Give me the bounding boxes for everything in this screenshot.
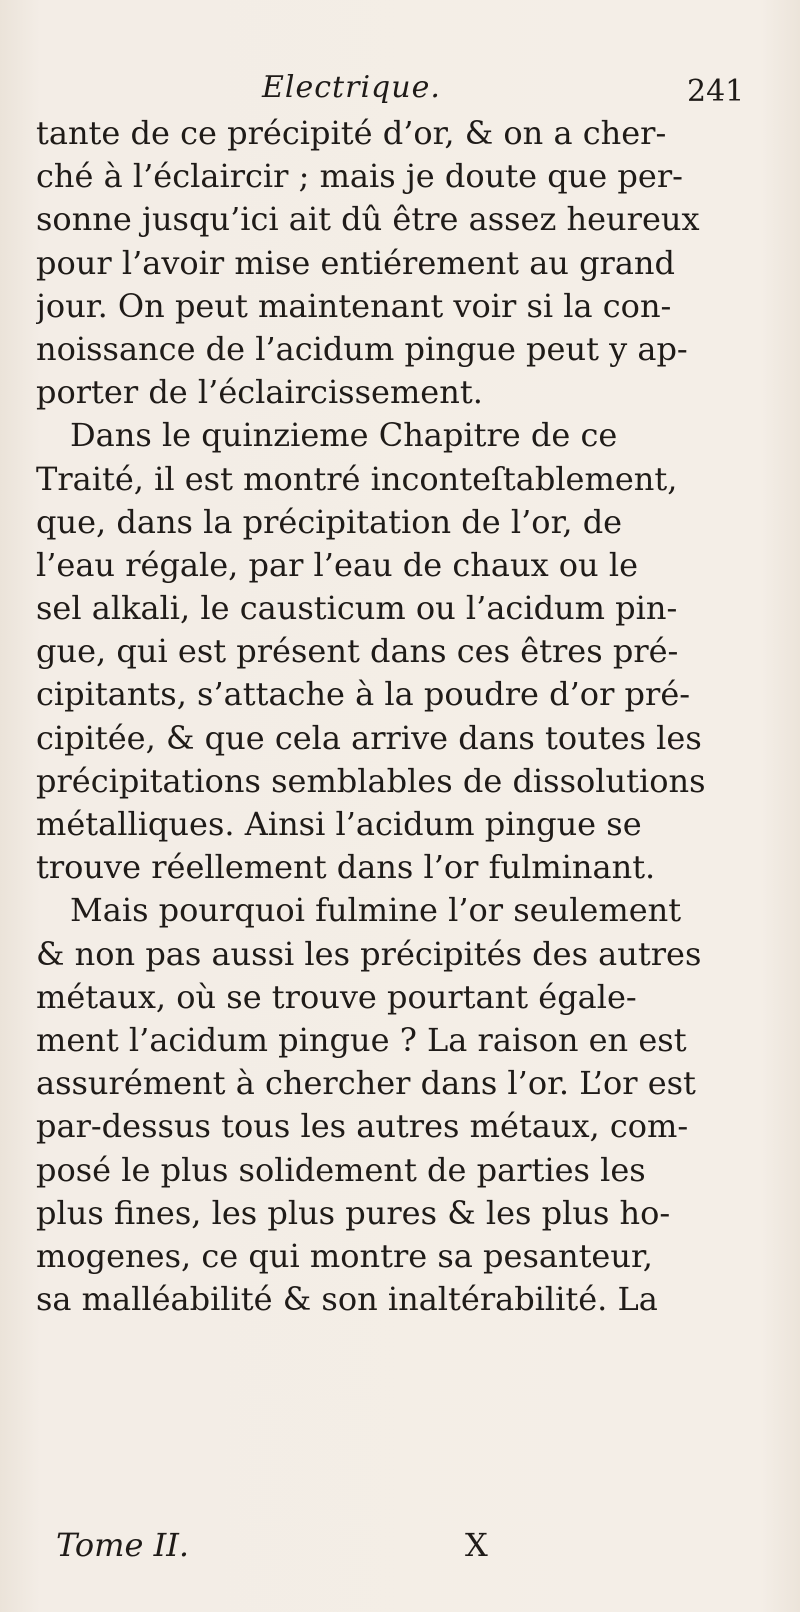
text-line: & non pas aussi les précipités des autres	[36, 934, 702, 973]
page-number: 241	[687, 74, 745, 109]
text-line: l’eau régale, par l’eau de chaux ou le	[36, 545, 638, 584]
text-line: Mais pourquoi fulmine l’or seulement	[70, 891, 682, 930]
text-line: trouve réellement dans l’or fulminant.	[36, 848, 656, 887]
text-line: sa malléabilité & son inaltérabilité. La	[36, 1280, 658, 1319]
text-line: ment l’acidum pingue ? La raison en est	[36, 1020, 687, 1059]
page-header	[0, 70, 800, 110]
text-line: posé le plus solidement de parties les	[36, 1150, 646, 1189]
text-line: pour l’avoir mise entiérement au grand	[36, 243, 676, 282]
page-footer	[0, 1526, 800, 1572]
text-line: métalliques. Ainsi l’acidum pingue se	[36, 805, 642, 843]
text-line: tante de ce précipité d’or, & on a cher-	[36, 114, 667, 152]
volume-label: Tome II.	[56, 1526, 190, 1564]
text-line: Traité, il est montré inconteſtablement,	[36, 459, 678, 498]
text-line: plus fines, les plus pures & les plus ho-	[36, 1193, 671, 1232]
text-line: mogenes, ce qui montre sa pesanteur,	[36, 1236, 653, 1275]
text-line: sel alkali, le causticum ou l’acidum pin-	[36, 589, 678, 628]
text-line: noissance de l’acidum pingue peut y ap-	[36, 329, 688, 368]
body-text	[36, 112, 776, 1321]
text-line: ché à l’éclaircir ; mais je doute que per-	[36, 157, 683, 196]
text-line: cipitée, & que cela arrive dans toutes les	[36, 718, 702, 757]
text-line: précipitations semblables de dissolutions	[36, 761, 706, 800]
text-line: assurément à chercher dans l’or. L’or est	[36, 1064, 696, 1103]
running-head: Electrique.	[262, 70, 441, 105]
text-line: sonne jusqu’ici ait dû être assez heureux	[36, 200, 700, 239]
text-line: Dans le quinzieme Chapitre de ce	[70, 416, 618, 455]
text-line: cipitants, s’attache à la poudre d’or pré-	[36, 675, 691, 714]
text-line: jour. On peut maintenant voir si la con-	[36, 286, 672, 325]
text-line: que, dans la précipitation de l’or, de	[36, 502, 623, 541]
signature-mark: X	[465, 1526, 488, 1564]
text-line: par-dessus tous les autres métaux, com-	[36, 1107, 689, 1146]
text-line: gue, qui est présent dans ces êtres pré-	[36, 632, 679, 671]
text-line: porter de l’éclaircissement.	[36, 373, 483, 412]
text-line: métaux, où se trouve pourtant égale-	[36, 977, 637, 1016]
